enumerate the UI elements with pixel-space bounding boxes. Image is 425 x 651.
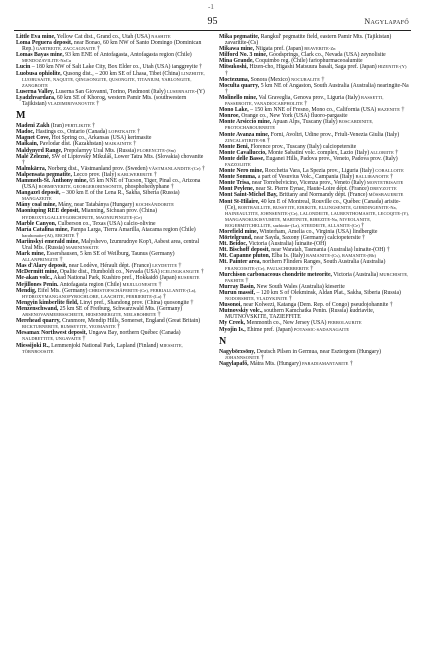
locality-entry — [16, 343, 207, 355]
locality-name: Mono Lake, — [219, 107, 249, 114]
entry-suffix: † — [259, 354, 264, 361]
locality-name: Mont St-Hilaire, — [219, 198, 260, 205]
locality-description: Mány, near Tatabánya (Hungary) — [56, 202, 135, 209]
locality-description: 65 km NNE of Tucson, Tiger, Pinal co., Arizona (USA) — [22, 177, 201, 191]
locality-name: Maldynyrd Range, — [16, 147, 63, 154]
mineral-names: GARTREITE, ZACCAGNAITE — [34, 46, 96, 52]
mineral-names: ALLORIITE — [369, 149, 394, 155]
locality-description: Lecco prov. (Italy) — [71, 171, 117, 178]
locality-entry — [219, 34, 410, 46]
locality-entry — [219, 156, 410, 168]
locality-name: Mt. Bischoff deposit, — [219, 247, 270, 254]
locality-name: Malé Železné, — [16, 153, 51, 160]
locality-description: Coquimbo reg. (Chile) fariophurmaceoalumite — [253, 58, 363, 65]
locality-name: Mutnovskiy volc., — [219, 308, 263, 315]
locality-name: Morefield mine, — [219, 229, 259, 235]
entry-suffix: † — [177, 263, 182, 270]
locality-description: Pampa Larga, Tierra Amarilla, Atacama region (Chile) — [68, 226, 196, 233]
locality-description: Val Graveglia, Genova prov., Liguria (Italy) — [257, 94, 360, 101]
locality-name: Mt. Beidoc, — [219, 241, 248, 248]
locality-entry — [16, 239, 207, 251]
entry-suffix: † — [388, 174, 394, 181]
locality-description: Opalite dist., Humboldt co., Nevada (USA) — [58, 269, 160, 276]
locality-name: Mariinskyi emerald mine, — [16, 238, 80, 245]
locality-name: Moculta quarry, — [219, 82, 260, 89]
entry-suffix: † — [348, 360, 353, 367]
entry-suffix: † — [359, 222, 365, 229]
header-rule — [14, 30, 411, 31]
entry-suffix: † — [320, 76, 325, 83]
right-entries-b — [219, 349, 410, 367]
locality-description: Menmonth co., New Jersey (USA) — [245, 320, 327, 327]
locality-description: 60 km SE of Khorog, western Pamir Mts. (southwestern Tajikistan) — [22, 94, 187, 108]
locality-description: Essershausen, 5 km SE of Weilburg, Taunus (Germany) — [45, 251, 175, 258]
locality-description: Euganei Hills, Padova prov., Veneto, Padova prov. (Italy) — [264, 155, 398, 162]
locality-name: Nagylapafő, — [219, 360, 249, 367]
mineral-names: HYDROXYLGALLEYGORCHINITE, MAONIUPINGITE-(Ce) — [22, 214, 143, 220]
locality-entry — [219, 83, 410, 95]
mineral-names: MANGAZEITE — [22, 196, 52, 202]
locality-description: Winterham, Amelia co., Virginia (USA) lindbergite — [258, 229, 378, 235]
locality-description: Victoria (Australia) — [331, 271, 379, 278]
entry-suffix: † — [81, 336, 86, 343]
locality-entry — [16, 208, 207, 220]
right-entries-a — [219, 34, 410, 333]
locality-entry — [16, 251, 207, 263]
locality-description: 5 km NE of Angaston, South Australia (Australia) nearingite-Na — [259, 82, 409, 89]
mineral-names: BOBMEYERITE, GEORGEROBINSONITE — [37, 184, 123, 190]
mineral-names: POTASSIC-SADANAGAITE — [292, 326, 350, 332]
locality-name: Mika pegmatite, — [219, 34, 260, 40]
locality-name: Me-akan volc., — [16, 275, 53, 282]
entry-suffix: † — [400, 107, 405, 114]
locality-name: Madeni Zakh — [16, 123, 50, 130]
locality-entry — [219, 290, 410, 302]
entry-suffix: -(Y) — [194, 88, 205, 95]
locality-name: My Creek, — [219, 320, 246, 327]
locality-name: Mány coal mine, — [16, 202, 57, 209]
locality-description: Rangkul' pegmatite field, eastern Pamir Mts. (Tajikistan) zavaritite-(Cs) — [225, 34, 392, 47]
left-entries-a — [16, 34, 207, 107]
locality-description: Pavlodar dist. (Kazakhstan) — [38, 141, 104, 148]
mineral-names: MENDOZAVILITE-NaCu — [22, 58, 72, 64]
mineral-names: BEAVERITE-Zn — [303, 46, 336, 52]
locality-name: Mammoth-St. Anthony mine, — [16, 177, 88, 184]
mineral-names: VLADIMIRIVANOVITE — [46, 101, 95, 107]
locality-name: Miessijoki R., — [16, 342, 50, 349]
entry-suffix: † — [200, 165, 205, 172]
locality-entry — [16, 71, 207, 89]
locality-description: Luserna San Giovanni, Torino, Piedmont (Italy) — [54, 88, 166, 95]
mineral-names: MEJILLONESITE — [121, 281, 158, 287]
entry-suffix: † — [161, 293, 166, 300]
locality-entry — [219, 132, 410, 144]
mineral-names: PARADIAMANTARITE — [300, 360, 349, 366]
entry-suffix: † — [308, 265, 314, 272]
mineral-names: MIESSIITE, TÖRNROOSITE — [22, 342, 183, 354]
entry-suffix: † — [95, 46, 100, 53]
locality-description: New South Wales (Australia) kieserite — [255, 283, 345, 290]
locality-name: Maikain, — [16, 141, 39, 148]
locality-description: Hastings co., Ontario (Canada) — [34, 129, 108, 136]
locality-name: Menzenschwand, — [16, 305, 59, 312]
locality-description: Victoria (Australia) luinaite-(OH) — [247, 241, 327, 248]
locality-name: Maoniuping REE deposit, — [16, 208, 80, 215]
entry-suffix: † — [58, 257, 63, 264]
mineral-names: MÖSSBAUERITE — [367, 192, 404, 198]
locality-name: Murchison carbonaceous chondrite meteorite, — [219, 271, 332, 278]
entry-suffix: † — [157, 281, 162, 288]
locality-name: Lomas Bayas mine, — [16, 52, 64, 59]
locality-name: Monte Somma, — [219, 174, 257, 181]
locality-name: Mendig, — [16, 287, 37, 294]
locality-name: Mont Saint-Michel Bay, — [219, 192, 278, 199]
locality-description: near Kolwezi, Katanga (Dem. Rep. of Congo) pseudojohannite — [241, 302, 389, 309]
locality-description: 93 km ENE of Antofagasta, Antofagasta region (Chile) — [63, 52, 192, 59]
locality-name: Monte Cavalluccio, — [219, 149, 267, 156]
locality-description: – 150 km NNE of Fresno, Mono co., California (USA) — [248, 107, 377, 114]
locality-name: Monte Arsiccio mine, — [219, 119, 272, 126]
locality-description: – 300 km E of the Lena R., Sakha, Siberia (Russia) — [60, 190, 180, 197]
locality-name: Nagybörzsöny, — [219, 348, 256, 355]
locality-name: Molinello mine, — [219, 94, 258, 101]
locality-description: near St. Pierre Eynac, Haute-Loire dépt. (France) — [254, 186, 369, 193]
entry-suffix: † — [385, 247, 390, 254]
mineral-names: ARSENOVANMEERSSCHEITE, HEISENBERGITE, NIELSBOHRITE — [22, 312, 157, 318]
locality-name: McDermitt mine, — [16, 269, 59, 276]
mineral-names: RUSERITE — [176, 275, 200, 281]
locality-description: Apuan Alps, Tuscany (Italy) — [271, 119, 338, 126]
locality-name: Merehead quarry, — [16, 318, 61, 325]
entry-suffix: † — [115, 324, 121, 331]
locality-entry — [219, 259, 410, 271]
locality-description: Elba Is. (Italy) — [270, 253, 305, 260]
locality-name: Lucin — [16, 64, 31, 71]
locality-entry — [16, 227, 207, 239]
mineral-names: CHRISTOFSCHÄFERITE-(Ce), FERRIALLANITE-(La), HYDROXYMANGANOPYROCHLORE, LAACHITE, PERRIERITE-(La) — [22, 287, 197, 299]
mineral-names: BOSCARDINITE, PROTOCHABOURNEITE — [225, 119, 374, 131]
locality-description: Cranmore, Mendip Hills, Somerset, England (Great Britain) — [60, 318, 201, 325]
entry-suffix: † — [302, 101, 308, 108]
locality-description: Norberg dist., Västmanland prov. (Sweden) — [46, 165, 148, 172]
mineral-names: FAZZOLIITE — [225, 161, 251, 167]
mineral-names: FLORENCITE-(Sm) — [135, 147, 176, 153]
locality-entry — [219, 199, 410, 229]
locality-entry — [16, 318, 207, 330]
mineral-names: HIZENITE-(Y) — [376, 64, 407, 70]
mineral-names: VÄSTMANLANDITE-(Ce) — [147, 165, 201, 171]
mineral-names: MONTETRISAITE — [365, 180, 404, 186]
locality-name: Loma Peguera deposit, — [16, 40, 73, 47]
locality-name: Mengyin kimberlite field, — [16, 299, 79, 306]
entry-suffix: † — [135, 129, 141, 136]
mineral-names: HAZENITE — [376, 107, 401, 113]
locality-entry — [16, 178, 207, 190]
entry-suffix: † — [225, 88, 228, 95]
locality-entry — [219, 64, 410, 76]
locality-name: Milford No. 3 mine, — [219, 52, 268, 59]
locality-name: Monte Beni, — [219, 143, 250, 150]
entry-suffix: † — [156, 312, 161, 319]
entry-suffix: † — [74, 232, 79, 239]
locality-name: Luobusa ophiolite, — [16, 70, 62, 77]
locality-description: Culberson co., Texas (USA) calcio-olivine — [56, 220, 156, 227]
locality-description: Lemmenjoki National Park, Lapland (Finland) — [49, 342, 159, 349]
locality-description: Mianning, Sichuan prov. (China) — [79, 208, 157, 215]
locality-name: Monroe, — [219, 113, 240, 120]
locality-description: Eifel Mts. (Germany) — [36, 287, 88, 294]
mineral-names: FERROLAURITE — [326, 320, 362, 326]
locality-name: Mangazeї deposit, — [16, 190, 61, 197]
locality-description: a part of Vesuvius Volc., Campania (Italy) — [256, 174, 355, 181]
locality-name: Magnet Cove, — [16, 135, 51, 142]
locality-entry — [16, 330, 207, 342]
mineral-names: LOPATKAITE — [107, 129, 136, 135]
entry-suffix: † — [225, 70, 228, 77]
locality-name: Mesamax Northwest deposit, — [16, 330, 88, 337]
locality-description: – 180 km NW of Salt Lake City, Box Elder co., Utah (USA) ianggreyite — [30, 64, 198, 71]
locality-description: Orange co., New York (USA) fluoro-pargasite — [239, 113, 348, 120]
mineral-names: LUSERNAITE — [165, 88, 195, 94]
locality-entry — [219, 119, 410, 131]
entry-suffix: † — [244, 277, 249, 284]
mineral-names: NALDRETTITE, UNGAVAITE — [22, 336, 82, 342]
locality-description: Rocchetta Vara, La Spezia prov., Liguria (Italy) — [263, 168, 375, 175]
mineral-names: JOHANNSONITE — [225, 354, 260, 360]
mineral-names: LEYDETITE — [151, 263, 178, 269]
locality-name: Little Eva mine, — [16, 34, 56, 40]
locality-description: Forni, Avoltri, Udine prov., Friuli-Venezia Giulia (Italy) — [269, 131, 400, 138]
locality-name: Mt. Painter area, — [219, 259, 261, 266]
entry-suffix: † — [393, 149, 399, 156]
locality-description: Deutsch Pilsen in Germua, near Esztergom (Hungary) — [255, 348, 381, 355]
locality-description: Ehime pref. (Japan) — [245, 326, 293, 333]
locality-description: near Lodève, Hérault dépt. (France) — [67, 263, 152, 270]
locality-description: Hizen-cho, Higashi Matsuura basalt, Saga pref. (Japan) — [247, 64, 377, 71]
locality-description: Qusong dist., – 200 km SE of Lhasa, Tibet (China) — [61, 70, 181, 77]
locality-description: Malyshevo, Izumrudnye Kop'i, Asbest area, central Ural Mts. (Russia) — [22, 238, 200, 251]
locality-description: Yellow Cat dist., Grand co., Utah (USA) — [55, 34, 151, 40]
entry-suffix: † — [199, 269, 204, 276]
mineral-names: NOCURALITE — [289, 76, 320, 82]
locality-name: Mas d'Alary deposit, — [16, 263, 68, 270]
entry-suffix: † — [265, 137, 270, 144]
locality-description: Linyi pref., Shandong prov. (China) quosongite — [78, 299, 190, 306]
left-column — [16, 34, 207, 355]
entry-suffix: † — [287, 296, 292, 303]
entry-suffix: , phosphohedyphane † — [122, 184, 174, 191]
locality-description: SW of Liptovský Mikuláš, Lower Tatra Mts. (Slovakia) chovanite — [50, 153, 204, 160]
locality-name: Mitsukoshi, — [219, 64, 248, 71]
locality-name: Malmkärra, — [16, 165, 47, 172]
locality-description: Goodsprings, Clark co., Nevada (USA) zeynolisite — [267, 52, 386, 59]
page-header — [14, 16, 411, 28]
entry-suffix: † — [94, 101, 100, 108]
locality-description: Antofagasta region (Chile) — [58, 281, 122, 288]
left-entries-b — [16, 123, 207, 355]
locality-entry — [16, 95, 207, 107]
locality-name: Mark mine, — [16, 251, 46, 258]
locality-description: Mátra Mts. (Hungary) — [248, 360, 301, 367]
entry-suffix: † — [197, 64, 203, 71]
locality-name: Moctezuma, — [219, 76, 250, 83]
page-number: 95 — [207, 16, 218, 27]
locality-description: near Torrebelvicino, Vicenza prov., Veneto (Italy) — [250, 180, 366, 187]
locality-description: northern Flinders Ranges, South Australia (Australia) — [260, 259, 386, 266]
locality-description: Florence prov., Tuscany (Italy) calciopetersite — [249, 143, 357, 150]
locality-name: Musonoi, — [219, 302, 242, 309]
running-head: Nagylapafő — [364, 17, 409, 26]
mineral-names: ZINCALSTIBITE-9R — [225, 137, 266, 143]
locality-entry — [16, 40, 207, 52]
locality-description: Akad National Park, Kushiro pref., Hokkaidō (Japan) — [52, 275, 177, 282]
mineral-names: FRANCOISITE-(Ce), PAULSCHERRERITE — [225, 265, 309, 271]
entry-suffix: † — [360, 235, 365, 242]
mineral-names: ALLANPRINGITE — [22, 257, 59, 263]
mineral-names: RAMANITE-(Cs), RAMANITE-(Rb) — [304, 253, 377, 259]
locality-description: near Bonao, 60 km NW of Santo Domingo (Dominican Rep.) — [22, 40, 202, 53]
locality-description: Brittany and Normandy dépt. (France) — [277, 192, 368, 199]
locality-description: Niigata pref. (Japan) — [254, 46, 303, 53]
locality-name: Madoc, — [16, 129, 35, 136]
mineral-names: MURCHISITE, PAKHITE — [225, 271, 409, 283]
locality-entry — [219, 327, 410, 333]
mineral-names: MAIKAINITE — [103, 141, 132, 147]
locality-name: Monte Trisa, — [219, 180, 251, 187]
locality-entry — [219, 349, 410, 361]
mineral-names: NODORSHITE, VLADYKINITE — [225, 296, 288, 302]
mineral-names: BALLIRANOITE — [354, 174, 389, 180]
locality-description: near Waratah, Tasmania (Australia) luinaite-(OH) — [269, 247, 386, 254]
locality-name: Marble Canyon, — [16, 220, 57, 227]
locality-description: Hot Spring co., Arkansas (USA) kerimasite — [50, 135, 152, 142]
locality-name: Monte delle Basse, — [219, 155, 265, 162]
locality-entry — [16, 288, 207, 300]
locality-name: Myojin Is., — [219, 326, 246, 333]
mineral-names: CORALLOITE — [374, 168, 404, 174]
locality-name: Mt. Capanne pluton, — [219, 253, 271, 260]
locality-name: Monte Nero mine, — [219, 168, 264, 175]
entry-suffix: † — [90, 123, 96, 130]
mineral-names: LINZHIITE, LUOBUSAITE, NAQUITE, QINGSONGITE, QUSONGITE, TITANIUM, YARLONGITE, ZANGBOITE — [22, 70, 205, 88]
locality-entry — [16, 306, 207, 318]
mineral-names: KARLWEBERITE — [116, 171, 153, 177]
locality-description: Sonora (Mexico) — [249, 76, 290, 83]
locality-description: near Sayda, Saxony (Germany) calciopetersite — [252, 235, 361, 242]
entry-suffix: † — [131, 141, 137, 148]
mineral-names: MARININSKITE — [64, 245, 99, 250]
locality-name: Mina Grande, — [219, 58, 254, 65]
entry-suffix: † — [388, 302, 393, 309]
locality-description: – 120 km S of Olekminsk, Aldan Plat., Sakha, Siberia (Russia) — [255, 289, 401, 296]
section-heading-n: N — [219, 335, 227, 347]
top-mark: -1 — [208, 3, 214, 11]
locality-entry — [16, 190, 207, 202]
locality-name: Murun massif, — [219, 289, 256, 296]
mineral-names: RICKTURNERITE, RUMSEYITE, YEOMANITE — [22, 324, 116, 330]
locality-description: Prepolarnyy Ural Mts. (Russia) — [62, 147, 136, 154]
mineral-names: BASSETTI, PASSEROITE, VANADIOCARPHOLITE — [225, 94, 384, 107]
locality-description: (Iran) — [49, 123, 64, 130]
mineral-names: ICELINGKANGITE — [159, 269, 200, 275]
locality-description: Monte Sabatini volc. complex, Lazio (Italy) — [266, 149, 370, 156]
locality-description: 25 km SE of Freiburg, Schwarzwald Mts. (Germany) — [58, 305, 183, 312]
locality-name: Malpensata pegmatite, — [16, 171, 72, 178]
mineral-names: PERTLIKITE — [63, 123, 91, 129]
locality-description: 40 km E of Montreal, Rouville co., Québec (Canada) arisite-(Ce), — [225, 198, 401, 211]
locality-name: Mejillones Penin. — [16, 281, 59, 288]
mineral-names: NASHITE — [150, 34, 171, 39]
locality-name: Lyadzhvardara, — [16, 94, 56, 101]
locality-name: Mörtelgrund, — [219, 235, 253, 242]
mineral-names: KOCHSÁNDORITE — [134, 202, 175, 208]
locality-name: Luserna Valley, — [16, 88, 55, 95]
mineral-names: barahonaite-(Al), ERCHITE — [22, 232, 75, 238]
locality-entry — [16, 154, 207, 166]
locality-name: Murray Basin, — [219, 283, 256, 290]
mineral-names: BOBTRAILLITE, BUSSYITE, EIRIKITE, ELLINGSENITE, GJERDINGENITE-Na, HAINEAULTITE, JOHNSENITE-(Ce), LALONDEITE, LAURENTHOMASITE, LECOQITE-(Y), MANGANOKUKISVUMITE, MARTINITE, RIBEZITE-Na, NIVEOLANITE, ROGERMITCHELLITE, sazhinite-(La), STEEDEITE, ALLANITE-(Ce) — [225, 204, 410, 228]
locality-description: southern Kamchatka Penin. (Russia) kudriavite, MUTNOVSKITE, TAZIEFFITE — [225, 308, 375, 321]
entry-suffix: † — [189, 299, 194, 306]
right-column — [219, 34, 410, 367]
locality-name: Monte Avanza mine, — [219, 131, 270, 138]
locality-entry — [219, 361, 410, 367]
locality-name: Mont Peylene, — [219, 186, 255, 193]
locality-description: Ungava Bay, northern Québec (Canada) — [87, 330, 181, 337]
mineral-names: DREYZOTTE — [368, 186, 397, 192]
locality-name: Mikawa mine, — [219, 46, 255, 53]
section-heading-m: M — [16, 110, 26, 122]
locality-entry — [219, 272, 410, 284]
locality-entry — [219, 95, 410, 107]
locality-entry — [16, 52, 207, 64]
entry-suffix: † — [152, 171, 157, 178]
entry-suffix: † — [22, 159, 25, 166]
locality-name: María Catalina mine, — [16, 226, 69, 233]
locality-entry — [219, 308, 410, 320]
